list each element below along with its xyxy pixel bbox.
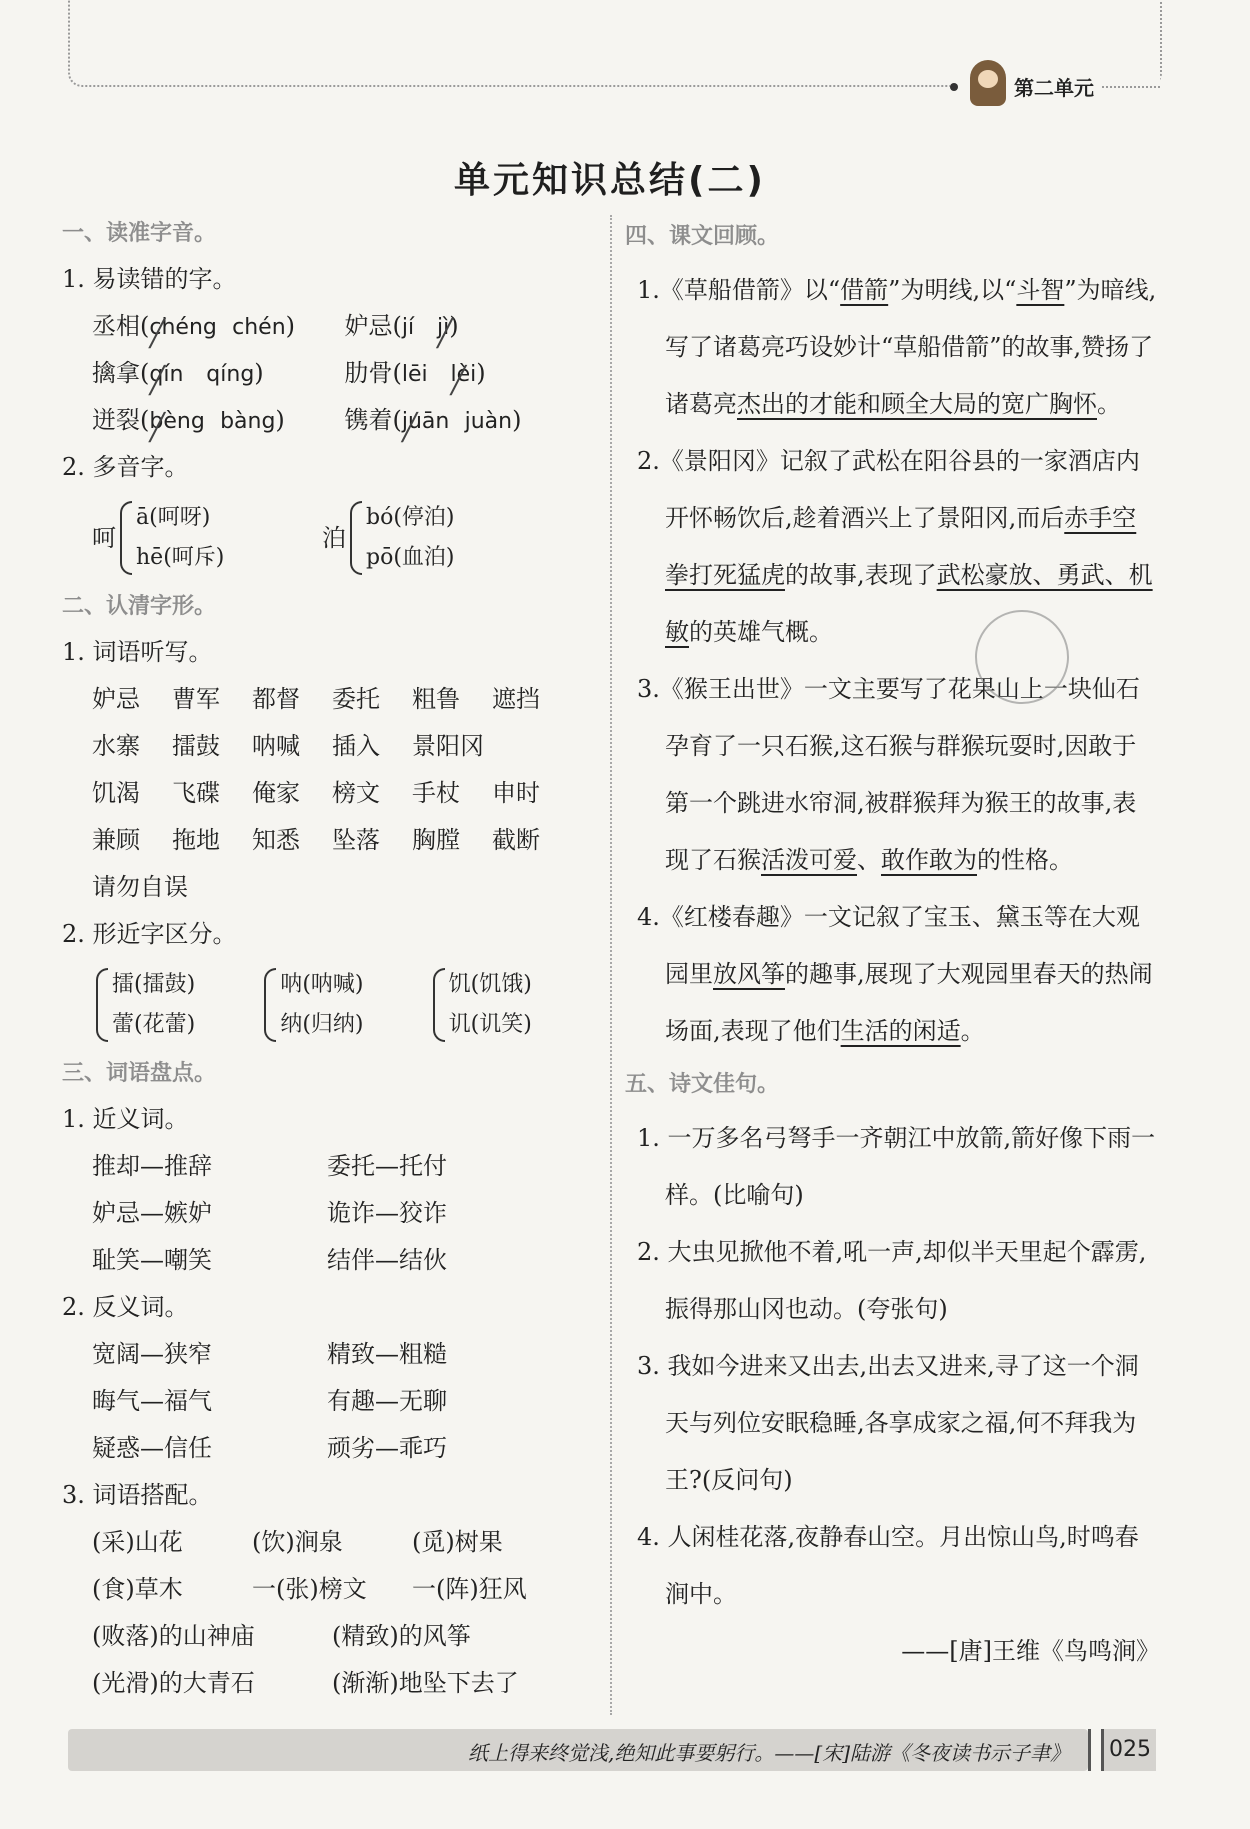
word-grid: 妒忌 曹军 都督 委托 粗鲁 遮挡 水寨 擂鼓 呐喊 插入 景阳冈 饥渴 飞碟 俺家 榜文 手杖 申时 兼顾 拖地 知悉 坠落 胸膛 截断 请勿自误 <box>92 685 540 901</box>
pinyin-row <box>62 303 597 350</box>
pinyin-item: 丞相(chéng ╱ chén) <box>92 303 345 350</box>
quote-item: 1. 一万多名弓弩手一齐朝江中放箭,箭好像下雨一样。(比喻句) <box>637 1124 1156 1209</box>
page-title: 单元知识总结(二) <box>454 160 766 201</box>
review-item: 4.《红楼春趣》一文记叙了宝玉、黛玉等在大观园里放风筝的趣事,展现了大观园里春天的热闹场面,表现了他们生活的闲适。 <box>637 903 1153 1045</box>
dotted-line <box>1102 86 1160 88</box>
pinyin-item: 镌着(juān ╱ juàn) <box>345 397 598 444</box>
polyphone-group: 泊 bó(停泊) pō(血泊) <box>322 498 552 578</box>
pinyin-row <box>62 397 597 444</box>
review-item: 3.《猴王出世》一文主要写了花果山上一块仙石孕育了一只石猴,这石猴与群猴玩耍时,因敢于第一个跳进水帘洞,被群猴拜为猴王的故事,表现了石猴活泼可爱、敢作敢为的性格。 <box>637 675 1140 874</box>
match-row: (光滑)的大青石 (渐渐)地坠下去了 <box>92 1669 519 1697</box>
review-item: 2.《景阳冈》记叙了武松在阳谷县的一家酒店内开怀畅饮后,趁着酒兴上了景阳冈,而后赤手空拳打死猛虎的故事,表现了武松豪放、勇武、机敏的英雄气概。 <box>637 447 1153 646</box>
unit-tag <box>950 70 1160 104</box>
footer-bar <box>68 1729 1088 1771</box>
polyphone-row <box>62 491 597 585</box>
poem-author: ——[唐]王维《鸟鸣涧》 <box>901 1637 1160 1665</box>
page-bracket <box>1088 1729 1104 1771</box>
quote-item: 3. 我如今进来又出去,出去又进来,寻了这一个洞天与列位安眠稳睡,各享成家之福,何不拜我为王?(反问句) <box>637 1352 1139 1494</box>
word-pair-row: 疑惑—信任 顽劣—乖巧 <box>92 1434 447 1462</box>
bullet-dot <box>950 83 958 91</box>
footer-quote: 纸上得来终觉浅,绝知此事要躬行。——[宋]陆游《冬夜读书示子聿》 <box>468 1741 1070 1765</box>
similar-group: 呐(呐喊) 纳(归纳) <box>260 965 428 1045</box>
polyphone-group: 呵 ā(呵呀) hē(呵斥) <box>92 498 322 578</box>
brace <box>120 501 132 575</box>
brace <box>350 501 362 575</box>
left-column <box>62 212 597 1707</box>
pinyin-item: 擒拿(qín ╱ qíng) <box>92 350 345 397</box>
match-row: (败落)的山神庙 (精致)的风筝 <box>92 1622 471 1650</box>
pinyin-item: 妒忌(jí jì ╱) <box>345 303 598 350</box>
section-heading: 三、词语盘点。 <box>62 1061 217 1086</box>
pinyin-row <box>62 350 597 397</box>
review-item: 1.《草船借箭》以“借箭”为明线,以“斗智”为暗线,写了诸葛亮巧设妙计“草船借箭”的故事,赞扬了诸葛亮杰出的才能和顾全大局的宽广胸怀。 <box>637 276 1157 418</box>
section-heading: 一、读准字音。 <box>62 221 217 246</box>
word-pair-row: 晦气—福气 有趣—无聊 <box>92 1387 447 1415</box>
word-pair-row: 推却—推辞 委托—托付 <box>92 1152 447 1180</box>
question-label: 1. 词语听写。 <box>62 638 213 666</box>
question-label: 3. 词语搭配。 <box>62 1481 213 1509</box>
similar-group: 擂(擂鼓) 蕾(花蕾) <box>92 965 260 1045</box>
section-heading: 四、课文回顾。 <box>625 224 780 249</box>
quote-item: 4. 人闲桂花落,夜静春山空。月出惊山鸟,时鸣春涧中。 <box>637 1523 1139 1608</box>
question-label: 1. 近义词。 <box>62 1105 189 1133</box>
page-number: 025 <box>1104 1729 1156 1771</box>
section-heading: 五、诗文佳句。 <box>625 1072 780 1097</box>
similar-chars-row <box>62 958 597 1052</box>
question-label: 2. 形近字区分。 <box>62 920 237 948</box>
unit-label: 第二单元 <box>1014 76 1094 100</box>
pinyin-item: 肋骨(lēi lèi ╱) <box>345 350 598 397</box>
mascot-icon <box>970 60 1006 106</box>
similar-group: 饥(饥饿) 讥(讥笑) <box>429 965 597 1045</box>
match-row: (食)草木 一(张)榜文 一(阵)狂风 <box>92 1575 527 1603</box>
word-pair-row: 宽阔—狭窄 精致—粗糙 <box>92 1340 447 1368</box>
pinyin-item: 迸裂(bèng ╱ bàng) <box>92 397 345 444</box>
word-pair-row: 耻笑—嘲笑 结伴—结伙 <box>92 1246 447 1274</box>
match-row: (采)山花 (饮)涧泉 (觅)树果 <box>92 1528 503 1556</box>
column-divider <box>610 215 612 1715</box>
question-label: 2. 多音字。 <box>62 453 189 481</box>
word-pair-row: 妒忌—嫉妒 诡诈—狡诈 <box>92 1199 447 1227</box>
question-label: 2. 反义词。 <box>62 1293 189 1321</box>
quote-item: 2. 大虫见掀他不着,吼一声,却似半天里起个霹雳,振得那山冈也动。(夸张句) <box>637 1238 1147 1323</box>
section-heading: 二、认清字形。 <box>62 594 217 619</box>
right-column <box>625 212 1160 1680</box>
question-label: 1. 易读错的字。 <box>62 265 237 293</box>
